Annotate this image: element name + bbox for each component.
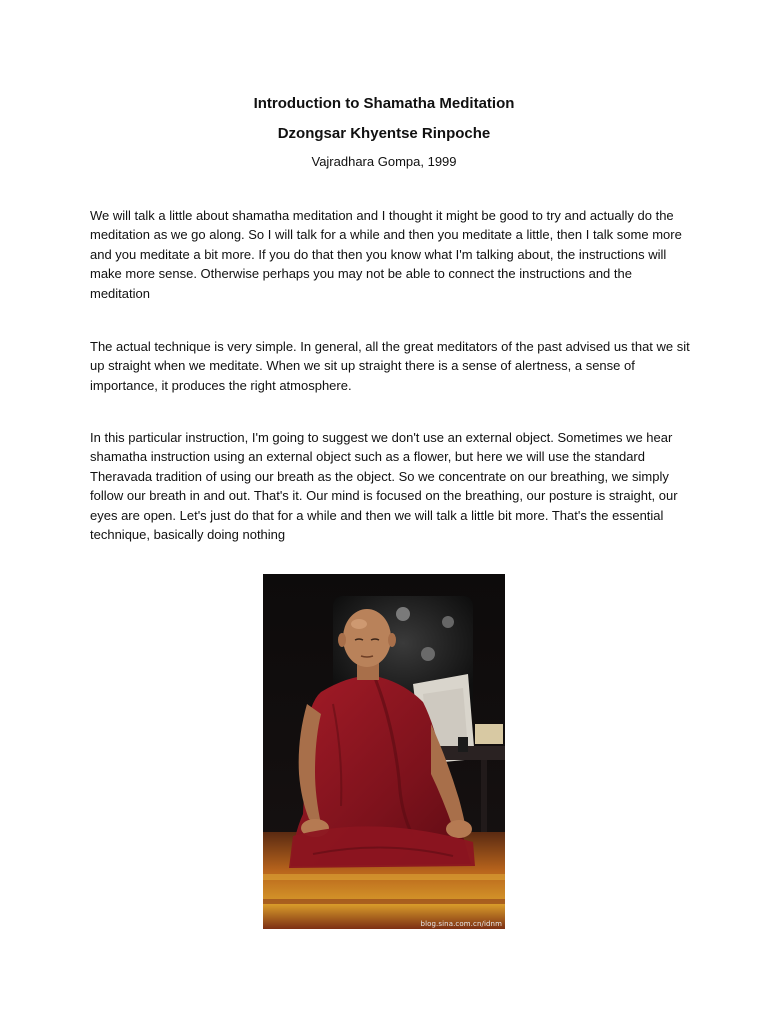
head [343,609,391,667]
photo-seated-monk [263,574,505,929]
side-table [438,746,505,760]
photo-watermark: blog.sina.com.cn/idnm [420,920,502,928]
document-author: Dzongsar Khyentse Rinpoche [277,125,491,142]
paragraph-1: We will talk a little about shamatha meditation and I thought it might be good to try and actually do the meditation as we go along. So I will talk for a while and then you meditate a little, then I talk some more and you meditate a bit more. If you do that then you know what I'm talking about, the instructions will make more sense. Otherwise perhaps you may not be able to connect the instructions and the meditation [90,208,682,301]
paragraph-3: In this particular instruction, I'm going to suggest we don't use an external object. Sometimes we hear shamatha instruction using an external object such as a flower, but here we will use the standard Theravada tradition of using our breath as the object. So we concentrate on our breathing, we simply follow our breath in and out. That's it. Our mind is focused on the breathing, our posture is straight, our eyes are open. Let's just do that for a while and then we will talk a little bit more. That's the essential technique, basically doing nothing [90,430,678,543]
photo-illustration [263,574,505,929]
document-venue: Vajradhara Gompa, 1999 [311,154,457,169]
paragraph-2: The actual technique is very simple. In general, all the great meditators of the past advised us that we sit up straight when we meditate. When we sit up straight there is a sense of alertness, a sense of importance, it produces the right atmosphere. [90,339,690,393]
right-hand [446,820,472,838]
document-title: Introduction to Shamatha Meditation [253,95,515,112]
